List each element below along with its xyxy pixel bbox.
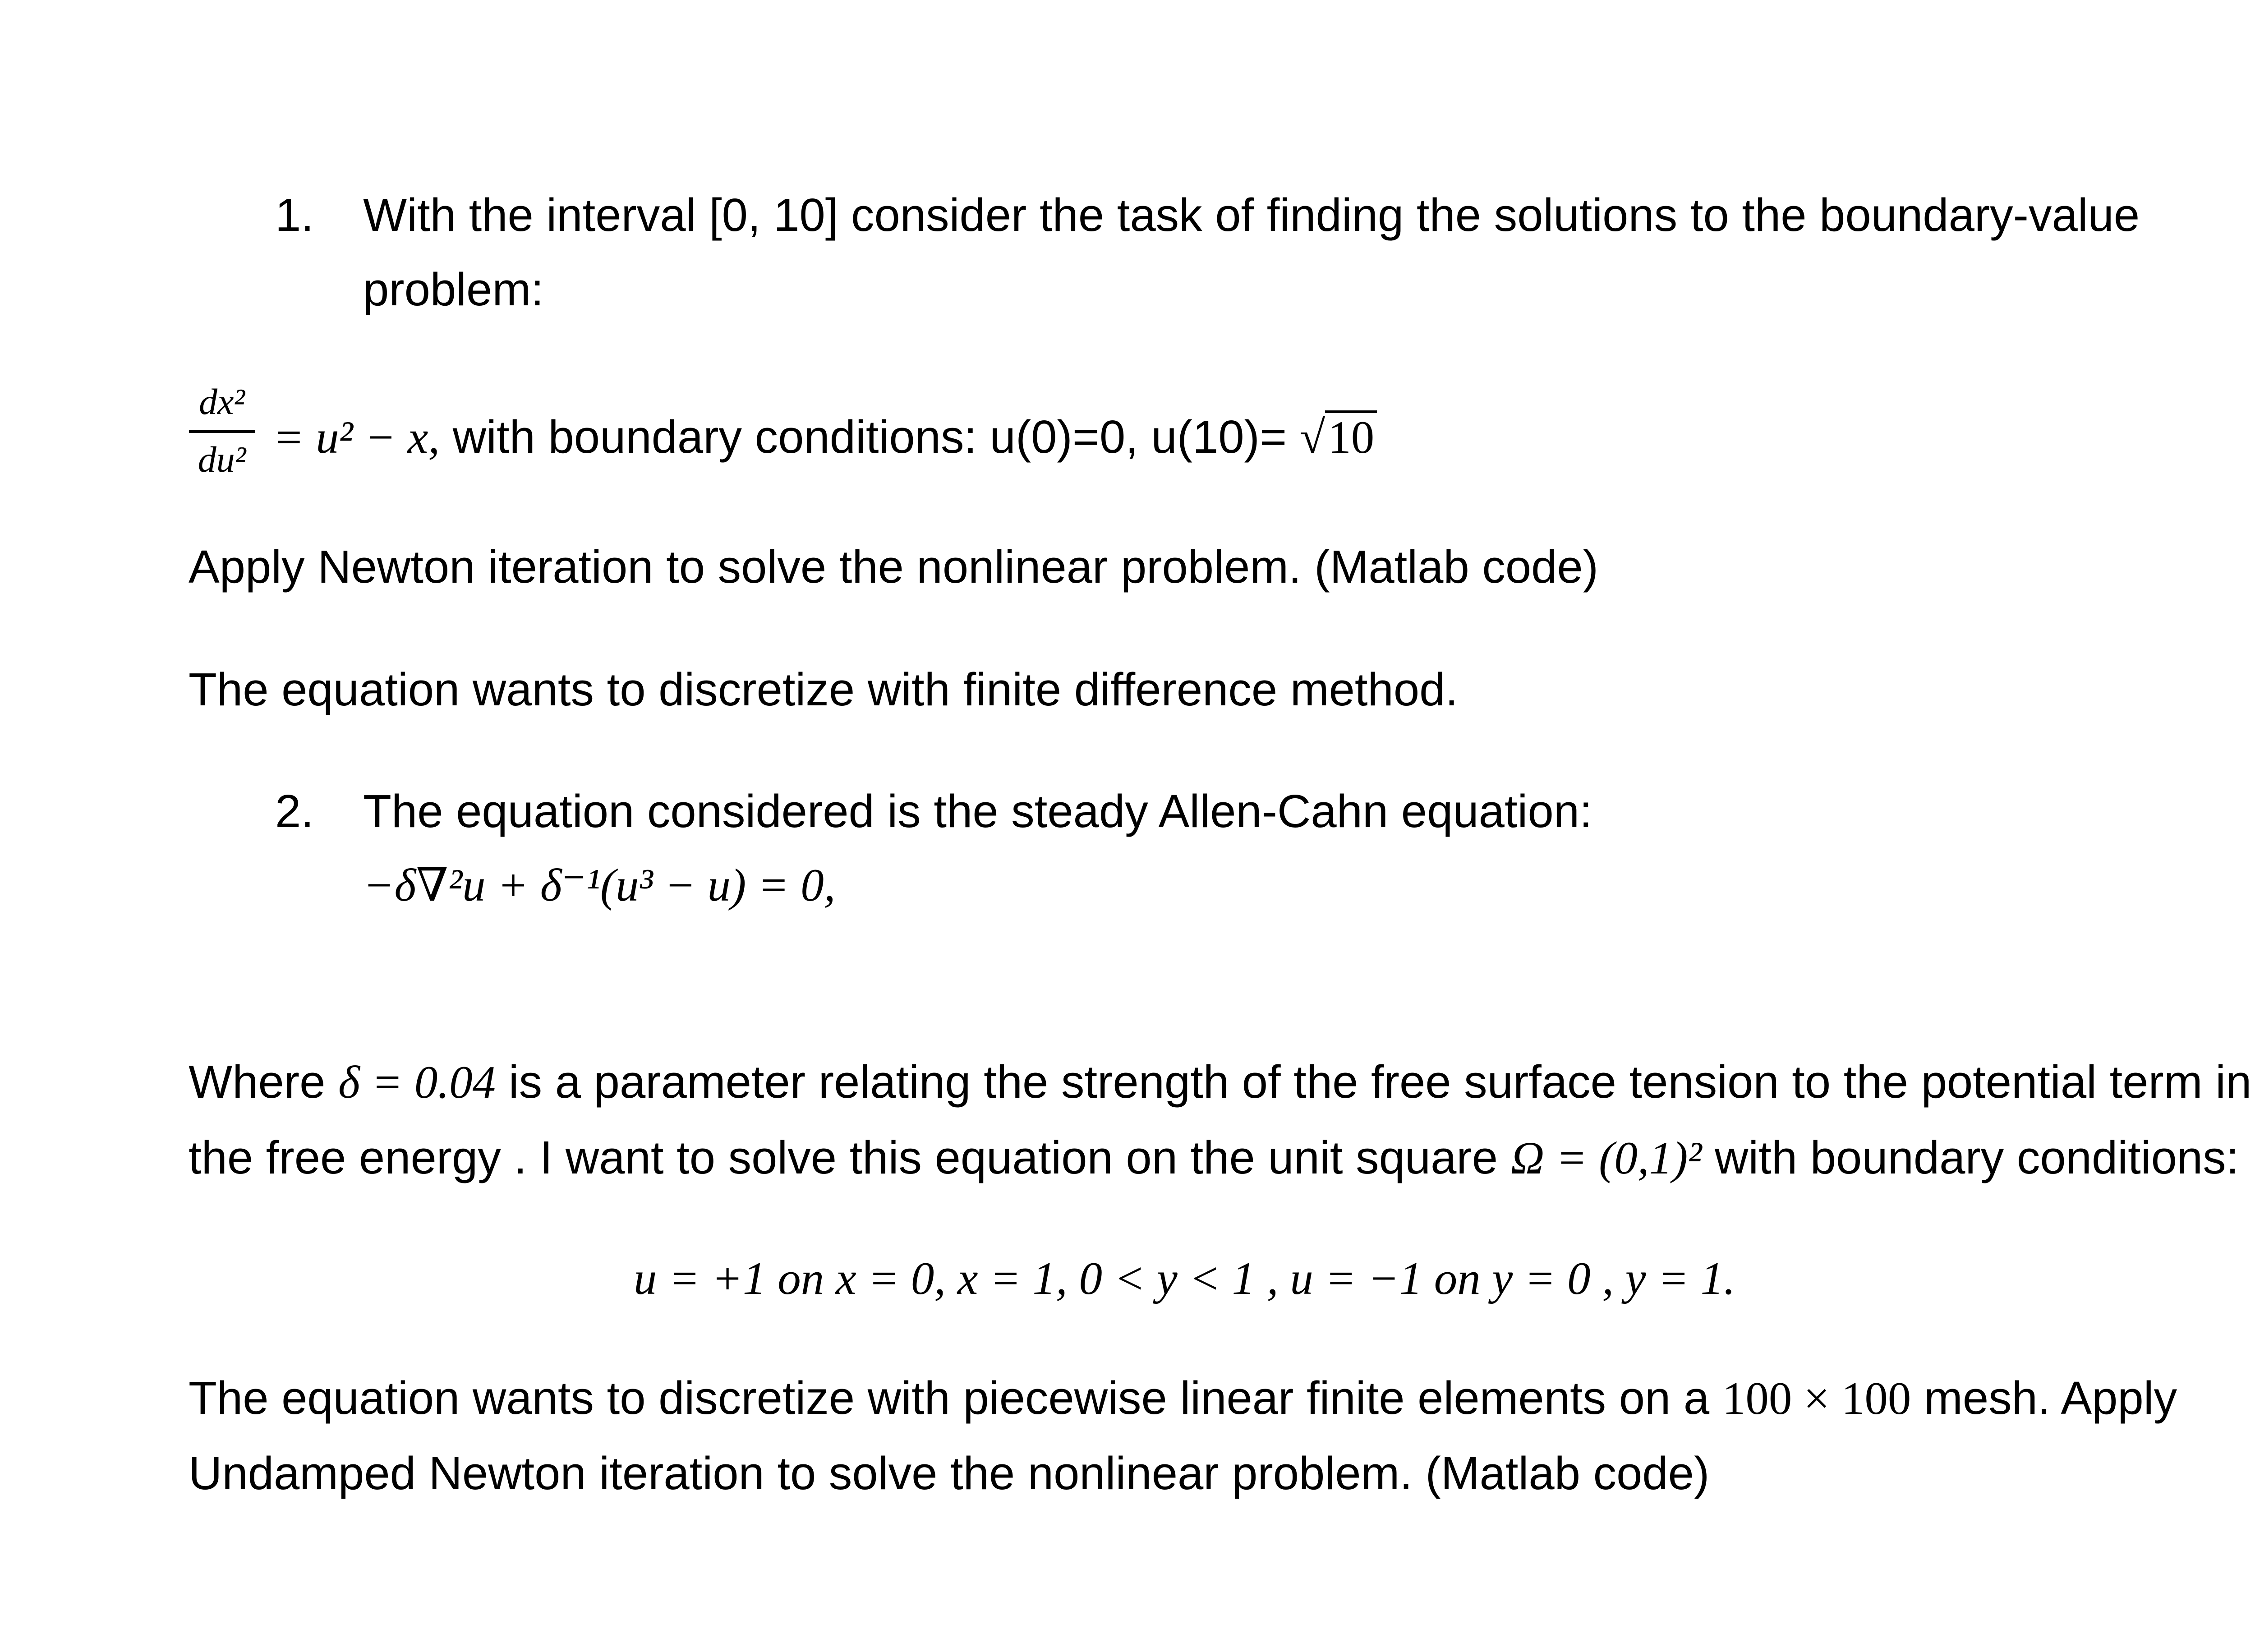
sqrt-symbol: √10 <box>1300 410 1377 462</box>
delta-value: δ = 0.04 <box>338 1057 496 1108</box>
paragraph-fe-line2: Undamped Newton iteration to solve the nonlinear problem. (Matlab code) <box>189 1447 1710 1499</box>
fraction-bar <box>189 430 255 433</box>
item1-line2: problem: <box>363 263 544 315</box>
fe-text-end: mesh. Apply <box>1924 1372 2177 1424</box>
boundary-equation: u = +1 on x = 0, x = 1, 0 < y < 1 , u = −1 on y = 0 , y = 1. <box>634 1253 1735 1304</box>
mesh-size: 100 × 100 <box>1722 1373 1911 1424</box>
equation1-denominator: du² <box>198 439 246 480</box>
equation1-sqrt-radicand: 10 <box>1325 410 1377 462</box>
equation1-fraction <box>186 377 258 480</box>
item2-line1: The equation considered is the steady Allen-Cahn equation: <box>363 785 1592 837</box>
paragraph-fe-line1 <box>189 1372 2177 1424</box>
paragraph-newton: Apply Newton iteration to solve the nonlinear problem. (Matlab code) <box>189 541 1599 593</box>
paragraph-finite-difference: The equation wants to discretize with finite difference method. <box>189 663 1458 715</box>
equation1 <box>273 410 1377 462</box>
omega-domain: Ω = (0,1)² <box>1510 1132 1702 1184</box>
equation1-boundary-text: with boundary conditions: u(0)=0, u(10)= <box>452 411 1287 463</box>
where-word: Where <box>189 1056 326 1108</box>
equation1-rhs: = u² − x, <box>273 412 440 463</box>
item1-number: 1. <box>275 189 314 241</box>
equation1-numerator: dx² <box>199 381 245 422</box>
boundary-conditions-label: with boundary conditions: <box>1714 1132 2239 1183</box>
unit-square-text: the free energy . I want to solve this equation on the unit square <box>189 1132 1498 1183</box>
paragraph-where-line1 <box>189 1058 2251 1106</box>
fe-text: The equation wants to discretize with piecewise linear finite elements on a <box>189 1372 1710 1424</box>
paragraph-where-line2 <box>189 1134 2239 1182</box>
where-rest: is a parameter relating the strength of the free surface tension to the potential term in <box>508 1056 2252 1108</box>
item1-line1: With the interval [0, 10] consider the task of finding the solutions to the boundary-value <box>363 189 2140 241</box>
item2-number: 2. <box>275 785 314 837</box>
allen-cahn-equation: −δ∇²u + δ⁻¹(u³ − u) = 0, <box>363 860 836 911</box>
